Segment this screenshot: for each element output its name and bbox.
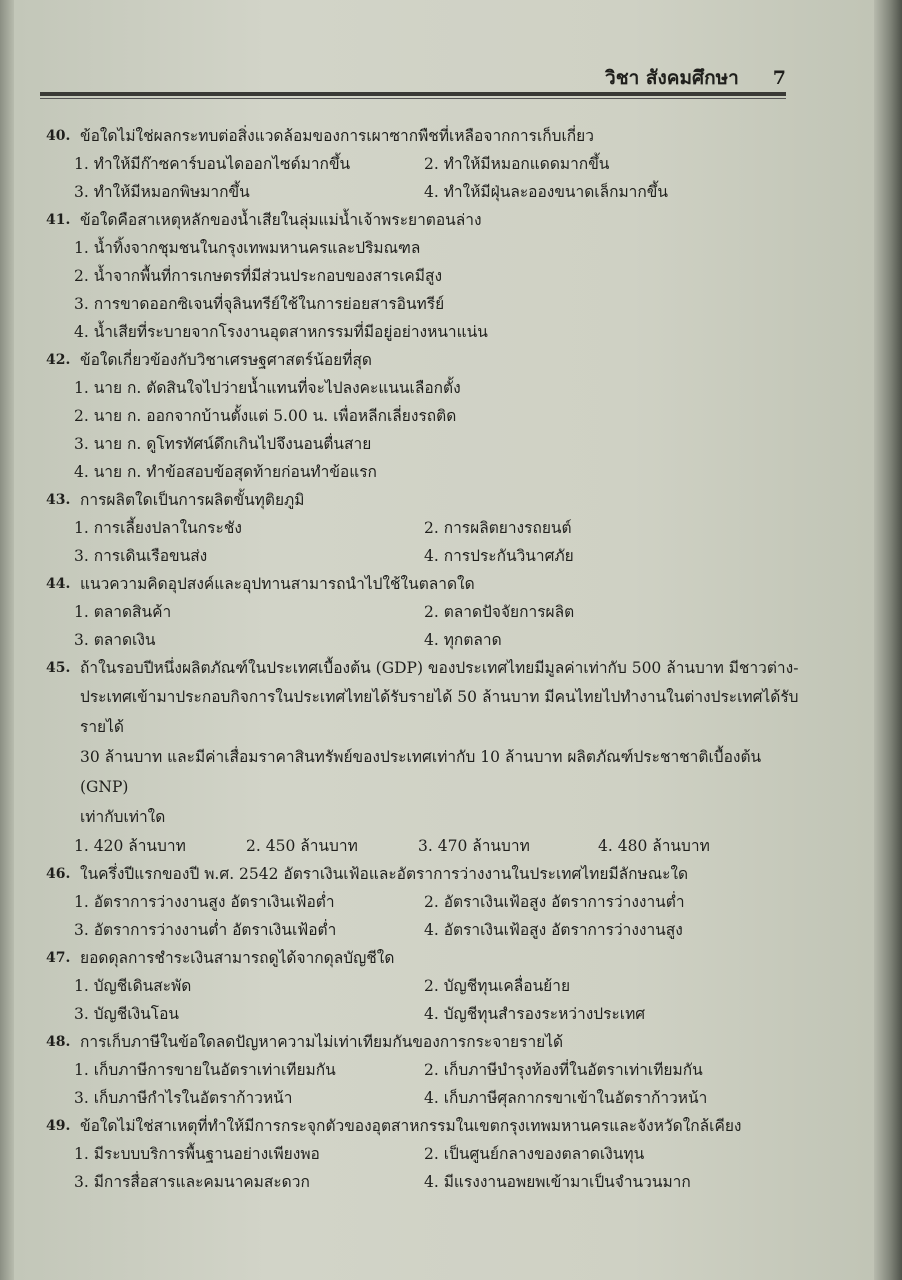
question-number: 45. bbox=[46, 660, 71, 676]
question-number: 46. bbox=[46, 866, 71, 882]
page-header bbox=[40, 60, 786, 96]
question-text: การเก็บภาษีในข้อใดลดปัญหาความไม่เท่าเทียมกันของการกระจายรายได้ bbox=[80, 1033, 564, 1051]
option-3: 3. นาย ก. ดูโทรทัศน์ดึกเกินไปจึงนอนตื่นสาย bbox=[74, 435, 372, 453]
option-3: 3. ตลาดเงิน bbox=[74, 631, 156, 649]
option-2: 2. อัตราเงินเฟ้อสูง อัตราการว่างงานต่ำ bbox=[424, 893, 685, 911]
question-text: ยอดดุลการชำระเงินสามารถดูได้จากดุลบัญชีใด bbox=[80, 949, 395, 967]
option-2: 2. เก็บภาษีบำรุงท้องที่ในอัตราเท่าเทียมกัน bbox=[424, 1061, 703, 1079]
question-44 bbox=[46, 570, 806, 654]
header-rule bbox=[40, 92, 786, 96]
option-4: 4. ทุกตลาด bbox=[424, 631, 502, 649]
option-4: 4. การประกันวินาศภัย bbox=[424, 547, 574, 565]
option-2: 2. 450 ล้านบาท bbox=[246, 837, 358, 855]
option-1: 1. เก็บภาษีการขายในอัตราเท่าเทียมกัน bbox=[74, 1061, 336, 1079]
option-1: 1. น้ำทิ้งจากชุมชนในกรุงเทพมหานครและปริมณฑล bbox=[74, 239, 421, 257]
question-text: ข้อใดเกี่ยวข้องกับวิชาเศรษฐศาสตร์น้อยที่สุด bbox=[80, 351, 372, 369]
option-1: 1. นาย ก. ตัดสินใจไปว่ายน้ำแทนที่จะไปลงคะแนนเลือกตั้ง bbox=[74, 379, 461, 397]
question-number: 47. bbox=[46, 950, 71, 966]
question-list bbox=[46, 122, 806, 1196]
option-2: 2. เป็นศูนย์กลางของตลาดเงินทุน bbox=[424, 1145, 645, 1163]
question-text: ข้อใดไม่ใช่ผลกระทบต่อสิ่งแวดล้อมของการเผาซากพืชที่เหลือจากการเก็บเกี่ยว bbox=[80, 127, 594, 145]
question-text-line-2: ประเทศเข้ามาประกอบกิจการในประเทศไทยได้รับรายได้ 50 ล้านบาท มีคนไทยไปทำงานในต่างประเทศได้รับรายได้ bbox=[80, 688, 799, 736]
option-3: 3. การขาดออกซิเจนที่จุลินทรีย์ใช้ในการย่อยสารอินทรีย์ bbox=[74, 295, 445, 313]
option-3: 3. ทำให้มีหมอกพิษมากขึ้น bbox=[74, 183, 250, 201]
option-1: 1. ทำให้มีก๊าซคาร์บอนไดออกไซด์มากขึ้น bbox=[74, 155, 351, 173]
question-number: 41. bbox=[46, 212, 71, 228]
question-number: 49. bbox=[46, 1118, 71, 1134]
option-4: 4. นาย ก. ทำข้อสอบข้อสุดท้ายก่อนทำข้อแรก bbox=[74, 463, 377, 481]
question-41 bbox=[46, 206, 806, 346]
question-number: 42. bbox=[46, 352, 71, 368]
option-2: 2. ทำให้มีหมอกแดดมากขึ้น bbox=[424, 155, 610, 173]
question-text: ข้อใดไม่ใช่สาเหตุที่ทำให้มีการกระจุกตัวของอุตสาหกรรมในเขตกรุงเทพมหานครและจังหวัดใกล้เคียง bbox=[80, 1117, 742, 1135]
option-1: 1. ตลาดสินค้า bbox=[74, 603, 172, 621]
question-text-line-1: ถ้าในรอบปีหนึ่งผลิตภัณฑ์ในประเทศเบื้องต้น (GDP) ของประเทศไทยมีมูลค่าเท่ากับ 500 ล้านบาท มีชาวต่าง- bbox=[80, 659, 799, 677]
option-2: 2. น้ำจากพื้นที่การเกษตรที่มีส่วนประกอบของสารเคมีสูง bbox=[74, 267, 443, 285]
option-4: 4. บัญชีทุนสำรองระหว่างประเทศ bbox=[424, 1005, 646, 1023]
question-42 bbox=[46, 346, 806, 486]
option-4: 4. อัตราเงินเฟ้อสูง อัตราการว่างงานสูง bbox=[424, 921, 683, 939]
option-3: 3. บัญชีเงินโอน bbox=[74, 1005, 179, 1023]
question-40 bbox=[46, 122, 806, 206]
header-rule-thin bbox=[40, 98, 786, 99]
question-43 bbox=[46, 486, 806, 570]
option-4: 4. ทำให้มีฝุ่นละอองขนาดเล็กมากขึ้น bbox=[424, 183, 668, 201]
option-3: 3. มีการสื่อสารและคมนาคมสะดวก bbox=[74, 1173, 310, 1191]
option-4: 4. มีแรงงานอพยพเข้ามาเป็นจำนวนมาก bbox=[424, 1173, 691, 1191]
option-4: 4. 480 ล้านบาท bbox=[598, 837, 710, 855]
question-text: ในครึ่งปีแรกของปี พ.ศ. 2542 อัตราเงินเฟ้อและอัตราการว่างงานในประเทศไทยมีลักษณะใด bbox=[80, 865, 689, 883]
option-1: 1. บัญชีเดินสะพัด bbox=[74, 977, 192, 995]
option-2: 2. การผลิตยางรถยนต์ bbox=[424, 519, 572, 537]
question-46 bbox=[46, 860, 806, 944]
question-48 bbox=[46, 1028, 806, 1112]
question-49 bbox=[46, 1112, 806, 1196]
page-right-edge bbox=[874, 0, 902, 1280]
option-1: 1. มีระบบบริการพื้นฐานอย่างเพียงพอ bbox=[74, 1145, 320, 1163]
option-2: 2. ตลาดปัจจัยการผลิต bbox=[424, 603, 575, 621]
question-text: การผลิตใดเป็นการผลิตขั้นทุติยภูมิ bbox=[80, 491, 305, 509]
option-4: 4. เก็บภาษีศุลกากรขาเข้าในอัตราก้าวหน้า bbox=[424, 1089, 708, 1107]
option-1: 1. 420 ล้านบาท bbox=[74, 837, 186, 855]
question-number: 44. bbox=[46, 576, 71, 592]
option-3: 3. เก็บภาษีกำไรในอัตราก้าวหน้า bbox=[74, 1089, 293, 1107]
question-number: 40. bbox=[46, 128, 71, 144]
option-2: 2. บัญชีทุนเคลื่อนย้าย bbox=[424, 977, 571, 995]
question-text-line-3: 30 ล้านบาท และมีค่าเสื่อมราคาสินทรัพย์ของประเทศเท่ากับ 10 ล้านบาท ผลิตภัณฑ์ประชาชาติเบื้องต้น (GNP) bbox=[80, 748, 762, 796]
question-number: 48. bbox=[46, 1034, 71, 1050]
question-text-line-4: เท่ากับเท่าใด bbox=[80, 808, 166, 826]
option-3: 3. การเดินเรือขนส่ง bbox=[74, 547, 208, 565]
option-1: 1. อัตราการว่างงานสูง อัตราเงินเฟ้อต่ำ bbox=[74, 893, 335, 911]
page-left-edge bbox=[0, 0, 14, 1280]
option-3: 3. อัตราการว่างงานต่ำ อัตราเงินเฟ้อต่ำ bbox=[74, 921, 337, 939]
option-1: 1. การเลี้ยงปลาในกระชัง bbox=[74, 519, 242, 537]
question-text: ข้อใดคือสาเหตุหลักของน้ำเสียในลุ่มแม่น้ำเจ้าพระยาตอนล่าง bbox=[80, 211, 482, 229]
option-2: 2. นาย ก. ออกจากบ้านตั้งแต่ 5.00 น. เพื่อหลีกเลี่ยงรถติด bbox=[74, 407, 457, 425]
question-number: 43. bbox=[46, 492, 71, 508]
question-text: แนวความคิดอุปสงค์และอุปทานสามารถนำไปใช้ในตลาดใด bbox=[80, 575, 475, 593]
question-45 bbox=[46, 654, 806, 860]
question-47 bbox=[46, 944, 806, 1028]
page-number: 7 bbox=[772, 67, 786, 89]
subject-title: วิชา สังคมศึกษา bbox=[605, 67, 739, 89]
option-3: 3. 470 ล้านบาท bbox=[418, 837, 530, 855]
option-4: 4. น้ำเสียที่ระบายจากโรงงานอุตสาหกรรมที่มีอยู่อย่างหนาแน่น bbox=[74, 323, 488, 341]
